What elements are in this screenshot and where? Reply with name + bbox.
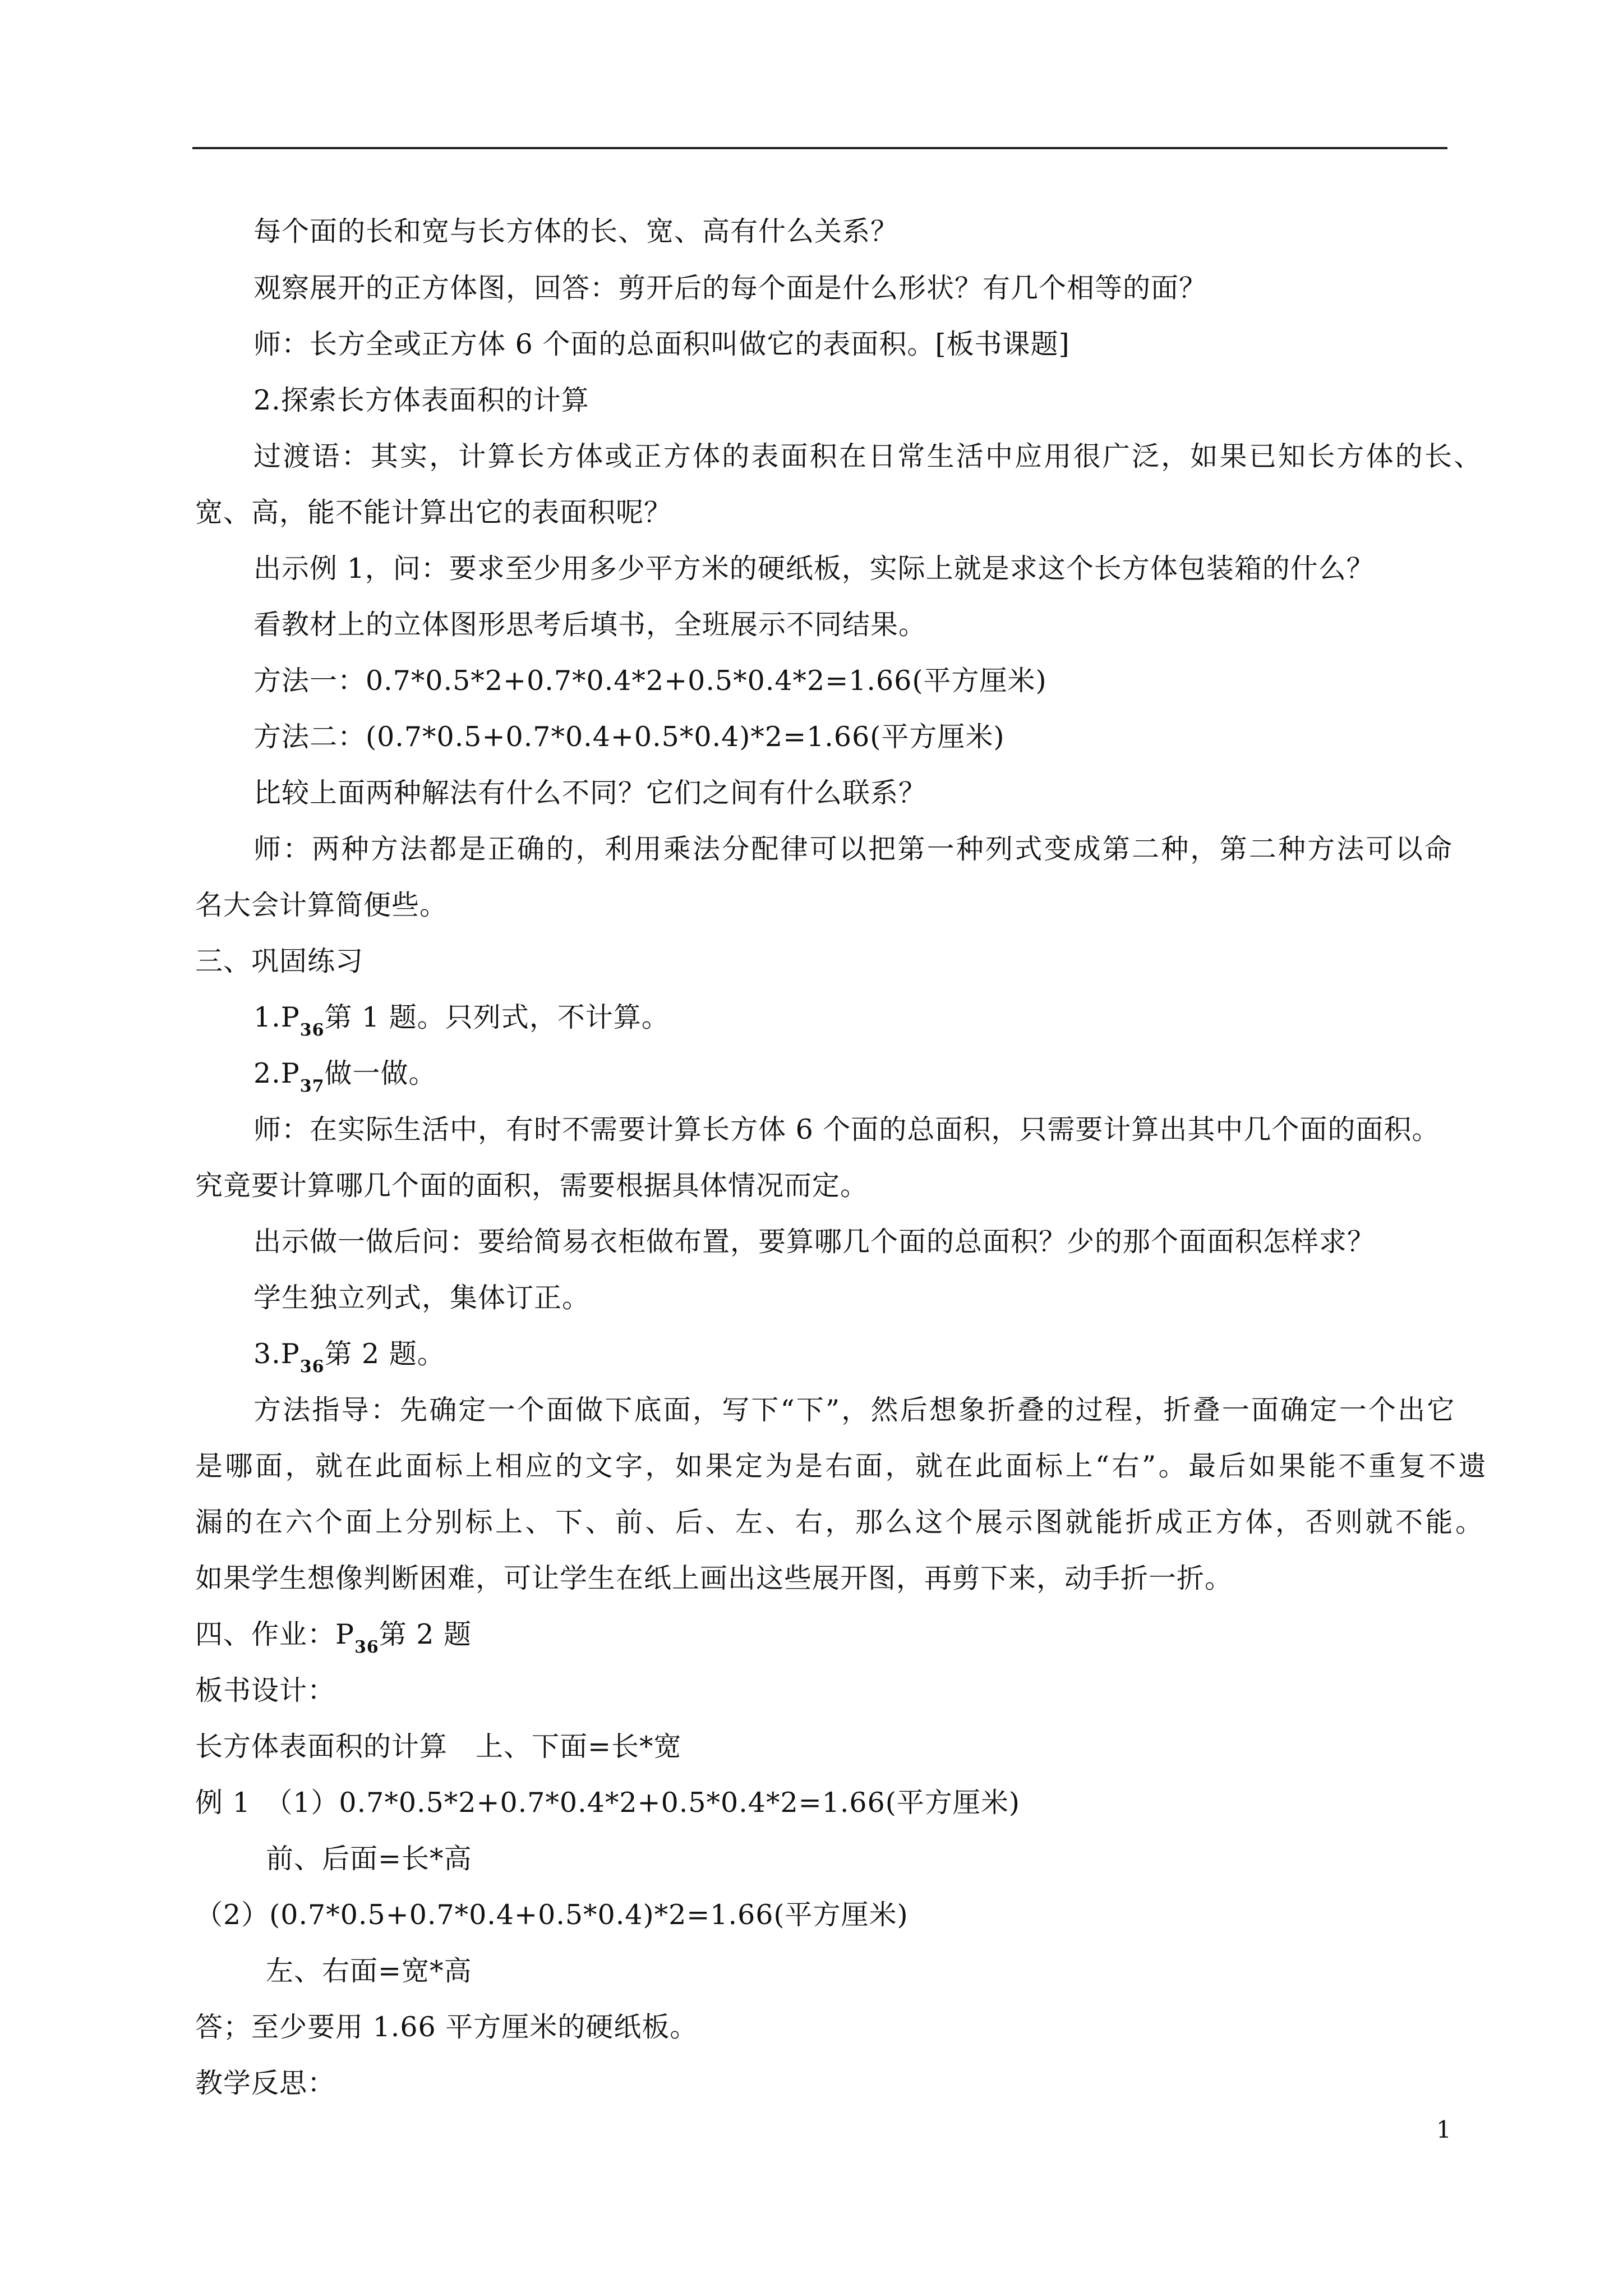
homework-line (195, 1618, 472, 1655)
paragraph-line: 师：两种方法都是正确的，利用乘法分配律可以把第一种列式变成第二种，第二种方法可以命 (253, 833, 1454, 865)
header-rule (192, 147, 1447, 149)
exercise-item (253, 1057, 437, 1094)
exercise-text: 做一做。 (324, 1057, 437, 1089)
paragraph-line: 师：长方全或正方体 6 个面的总面积叫做它的表面积。[板书课题] (253, 328, 1070, 360)
paragraph-line: 师：在实际生活中，有时不需要计算长方体 6 个面的总面积，只需要计算出其中几个面的面积。 (253, 1114, 1440, 1145)
board-line: 例 1 （1）0.7*0.5*2+0.7*0.4*2+0.5*0.4*2=1.66(平方厘米) (195, 1787, 1021, 1819)
section-heading: 板书设计： (195, 1674, 336, 1706)
board-line: 长方体表面积的计算 上、下面=长*宽 (195, 1731, 682, 1763)
paragraph-line: 过渡语：其实，计算长方体或正方体的表面积在日常生活中应用很广泛，如果已知长方体的长、 (253, 440, 1483, 472)
paragraph-line: 漏的在六个面上分别标上、下、前、后、左、右，那么这个展示图就能折成正方体，否则就不能。 (195, 1506, 1486, 1538)
section-heading: 教学反思： (195, 2067, 336, 2099)
paragraph-line: 看教材上的立体图形思考后填书，全班展示不同结果。 (253, 609, 927, 641)
exercise-text: 第 2 题。 (324, 1338, 445, 1370)
paragraph-line: 观察展开的正方体图，回答：剪开后的每个面是什么形状？有几个相等的面？ (253, 272, 1207, 304)
paragraph-line: 如果学生想像判断困难，可让学生在纸上画出这些展开图，再剪下来，动手折一折。 (195, 1562, 1233, 1594)
exercise-prefix: 1.P (253, 1001, 300, 1033)
paragraph-line: 学生独立列式，集体订正。 (253, 1282, 591, 1314)
page-subscript: 36 (354, 1637, 379, 1657)
paragraph-line: 每个面的长和宽与长方体的长、宽、高有什么关系？ (253, 215, 899, 247)
section-subheading: 2.探索长方体表面积的计算 (253, 384, 589, 416)
board-line: （2）(0.7*0.5+0.7*0.4+0.5*0.4)*2=1.66(平方厘米) (195, 1899, 909, 1931)
exercise-prefix: 2.P (253, 1057, 300, 1089)
formula-line: 方法二：(0.7*0.5+0.7*0.4+0.5*0.4)*2=1.66(平方厘米) (253, 721, 1005, 753)
paragraph-line: 名大会计算简便些。 (195, 889, 448, 921)
page-subscript: 37 (299, 1076, 325, 1096)
homework-prefix: 四、作业：P (195, 1618, 354, 1650)
board-line: 左、右面=宽*高 (266, 1955, 472, 1987)
formula-line: 方法一：0.7*0.5*2+0.7*0.4*2+0.5*0.4*2=1.66(平方厘米) (253, 665, 1047, 697)
paragraph-line: 出示做一做后问：要给简易衣柜做布置，要算哪几个面的总面积？少的那个面面积怎样求？ (253, 1226, 1376, 1258)
answer-line: 答；至少要用 1.66 平方厘米的硬纸板。 (195, 2011, 698, 2043)
exercise-prefix: 3.P (253, 1338, 300, 1370)
paragraph-line: 出示例 1，问：要求至少用多少平方米的硬纸板，实际上就是求这个长方体包装箱的什么？ (253, 553, 1375, 585)
exercise-text: 第 1 题。只列式，不计算。 (324, 1001, 670, 1033)
paragraph-line: 是哪面，就在此面标上相应的文字，如果定为是右面，就在此面标上“右”。最后如果能不重复不遗 (195, 1450, 1489, 1482)
exercise-item (253, 1337, 445, 1375)
homework-text: 第 2 题 (379, 1618, 472, 1650)
page-subscript: 36 (299, 1020, 325, 1040)
section-heading: 三、巩固练习 (195, 945, 364, 977)
board-line: 前、后面=长*高 (266, 1843, 472, 1875)
paragraph-line: 比较上面两种解法有什么不同？它们之间有什么联系？ (253, 777, 927, 809)
exercise-item (253, 1001, 670, 1038)
paragraph-line: 宽、高，能不能计算出它的表面积呢？ (195, 496, 672, 528)
page-number: 1 (1436, 2116, 1451, 2143)
paragraph-line: 方法指导：先确定一个面做下底面，写下“下”，然后想象折叠的过程，折叠一面确定一个出它 (253, 1394, 1456, 1426)
paragraph-line: 究竟要计算哪几个面的面积，需要根据具体情况而定。 (195, 1170, 869, 1202)
page-subscript: 36 (299, 1357, 325, 1377)
